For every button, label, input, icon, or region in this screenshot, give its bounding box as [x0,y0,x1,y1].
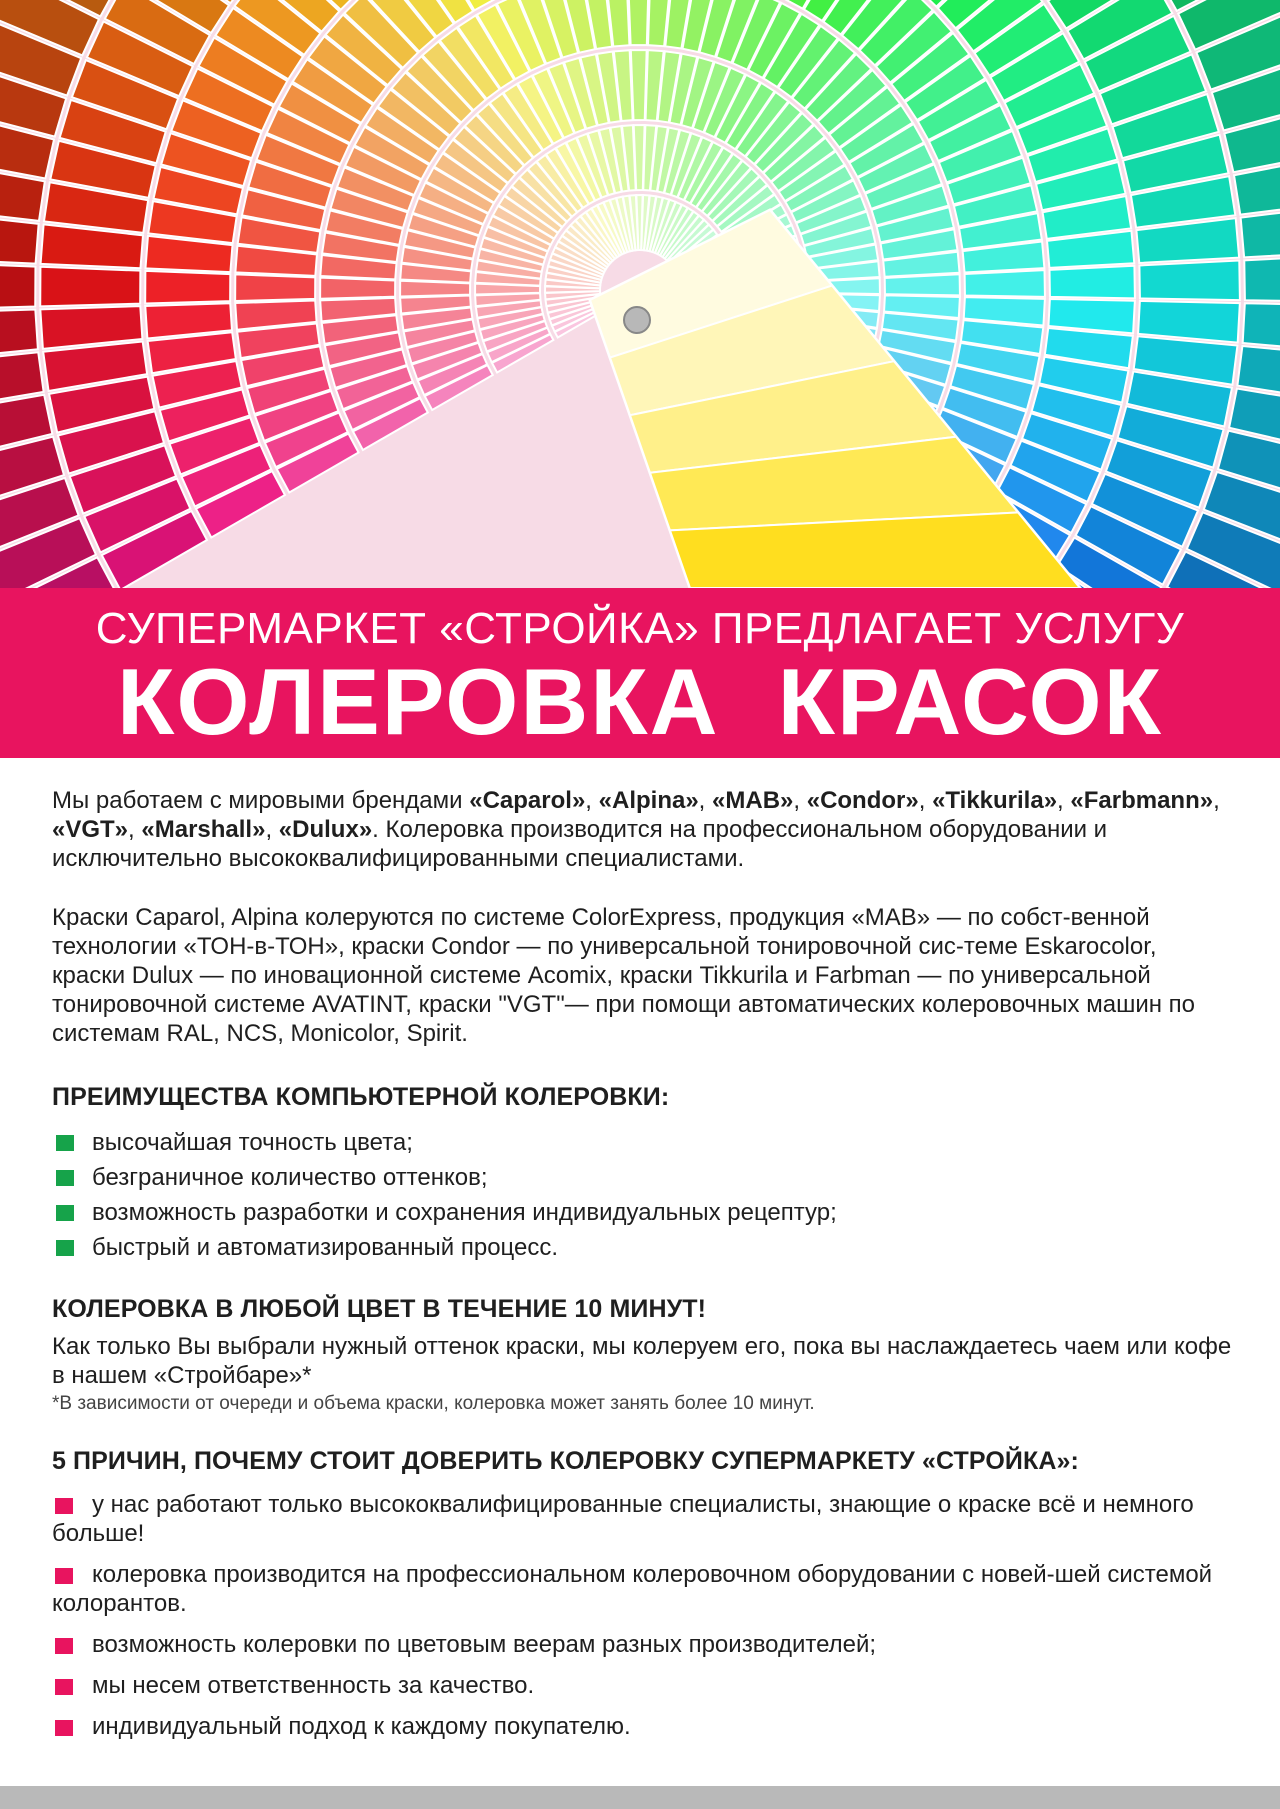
list-item-text: индивидуальный подход к каждому покупателю. [92,1713,631,1740]
green-square-bullet-icon [56,1205,74,1221]
green-square-bullet-icon [56,1135,74,1151]
fan-swatch [320,278,395,299]
list-item-text: мы несем ответственность за качество. [92,1672,535,1699]
brand-mab: «MAB» [712,787,794,814]
intro-text-start: Мы работаем с мировыми брендами [52,787,470,814]
fan-swatch [965,270,1045,297]
pink-square-bullet-icon [55,1568,73,1584]
pink-square-bullet-icon [55,1679,73,1695]
ten-minutes-heading: КОЛЕРОВКА В ЛЮБОЙ ЦВЕТ В ТЕЧЕНИЕ 10 МИНУТ! [52,1295,707,1323]
list-item-text: высочайшая точность цвета; [92,1129,413,1156]
green-square-bullet-icon [56,1240,74,1256]
banner-subtitle: СУПЕРМАРКЕТ «СТРОЙКА» ПРЕДЛАГАЕТ УСЛУГУ [95,604,1185,653]
fan-swatch [1244,255,1280,302]
list-item [52,1198,1232,1227]
list-item-text: у нас работают только высококвалифицированные специалисты, знающие о краске всё и немного больше! [52,1491,1194,1547]
green-square-bullet-icon [56,1170,74,1186]
title-banner [0,588,1280,758]
ten-minutes-footnote: *В зависимости от очереди и объема краски, колеровка может занять более 10 минут. [52,1393,815,1414]
list-item [52,1630,1232,1659]
fan-swatch [885,274,960,295]
list-item-text: быстрый и автоматизированный процесс. [92,1234,559,1261]
fan-swatch [1050,266,1135,299]
list-item-text: возможность разработки и сохранения индивидуальных рецептур; [92,1199,837,1226]
brand-vgt: «VGT» [52,816,129,843]
footer-bar [0,1786,1280,1809]
reasons-heading: 5 ПРИЧИН, ПОЧЕМУ СТОИТ ДОВЕРИТЬ КОЛЕРОВКУ СУПЕРМАРКЕТУ «СТРОЙКА»: [52,1447,1079,1475]
pink-square-bullet-icon [55,1720,73,1736]
fan-swatch [145,271,230,304]
fan-swatch [628,0,649,45]
fan-swatch [40,267,140,307]
advantages-heading: ПРЕИМУЩЕСТВА КОМПЬЮТЕРНОЙ КОЛЕРОВКИ: [52,1083,670,1111]
main-content [52,786,1232,1741]
list-item [52,1233,1232,1262]
hero-color-fan-image [0,0,1280,588]
list-item [52,1490,1232,1548]
list-item [52,1163,1232,1192]
list-item-text: возможность колеровки по цветовым веерам разных производителей; [92,1631,877,1658]
advantages-list [52,1128,1232,1262]
fan-pivot-screw-icon [624,307,650,333]
fan-swatch [631,50,647,120]
banner-title: КОЛЕРОВКА КРАСОК [116,649,1164,754]
brand-dulux: «Dulux» [278,816,373,843]
reasons-list [52,1490,1232,1741]
fan-swatch [1139,261,1240,301]
list-item [52,1712,1232,1741]
fan-swatch [0,262,35,309]
intro-paragraph-brands: Мы работаем с мировыми брендами «Caparol», «Alpina», «MAB», «Condor», «Tikkurila», «Farbmann», «VGT», «Marshall», «Dulux». Колеровка производится на профессиональном оборудовании и исключительно высококвалифицированными специалистами. [52,787,1220,872]
pink-square-bullet-icon [55,1498,73,1514]
ten-minutes-text: Как только Вы выбрали нужный оттенок краски, мы колеруем его, пока вы наслаждаетесь чаем или кофе в нашем «Стройбаре»* [52,1333,1232,1389]
brand-farbmann: «Farbmann» [1070,787,1214,814]
list-item [52,1671,1232,1700]
fan-swatch [235,274,315,301]
list-item [52,1560,1232,1618]
brand-marshall: «Marshall» [141,816,266,843]
pink-square-bullet-icon [55,1638,73,1654]
color-fan-illustration [0,0,1280,588]
intro-paragraph-systems: Краски Caparol, Alpina колеруются по системе ColorExpress, продукция «MAB» — по собст-венной технологии «ТОН-в-ТОН», краски Condor — по универсальной тонировочной сис-теме Eskarocolor, краски Dulux — по иновационной системе Acomix, краски Tikkurila и Farbman — по универсальной тонировочной системе AVATINT, краски "VGT"— при помощи автоматических колеровочных машин по системам RAL, NCS, Monicolor, Spirit. [52,904,1195,1047]
list-item-text: колеровка производится на профессиональном колеровочном оборудовании с новей-шей системой колорантов. [52,1561,1213,1617]
list-item-text: безграничное количество оттенков; [92,1164,488,1191]
brand-alpina: «Alpina» [598,787,699,814]
list-item [52,1128,1232,1157]
brand-tikkurila: «Tikkurila» [932,787,1058,814]
brand-caparol: «Caparol» [469,787,586,814]
brand-condor: «Condor» [806,787,919,814]
intro-text-end: Колеровка производится на профессиональном оборудовании и исключительно высококвалифицированными специалистами. [52,816,1108,872]
